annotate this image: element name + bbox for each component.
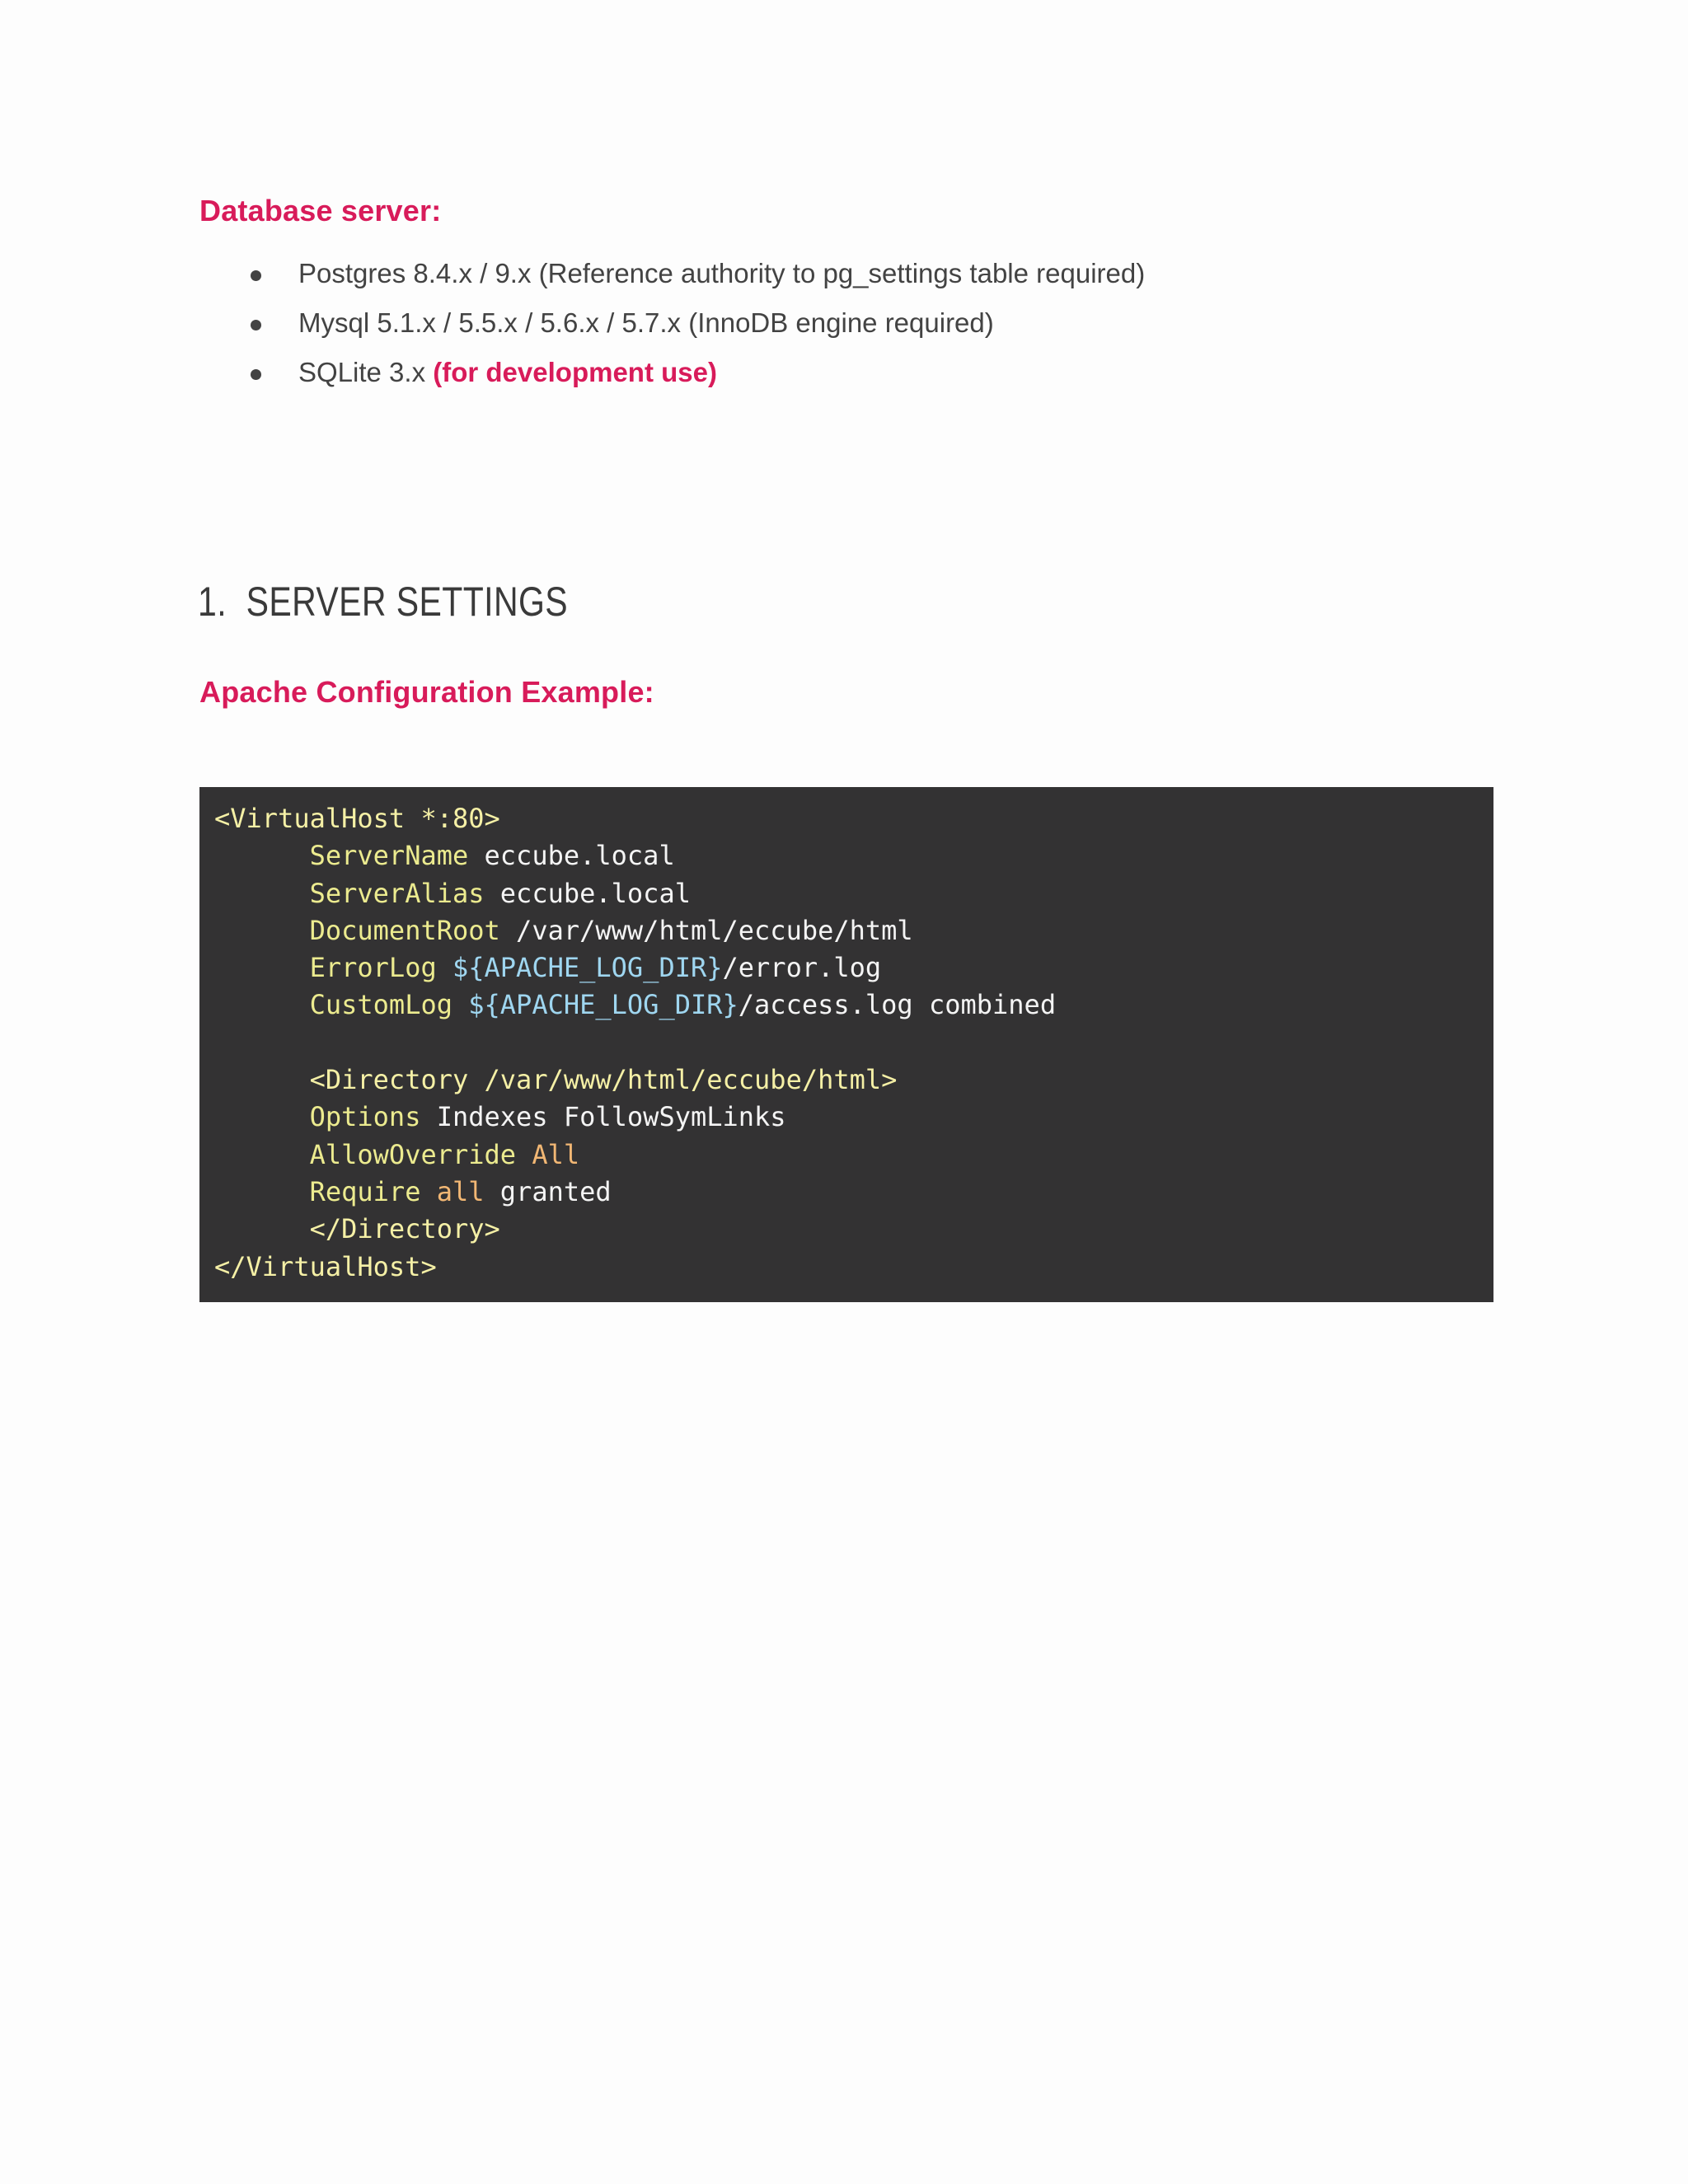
- code-token: [214, 1213, 310, 1244]
- code-token: <Directory /var/www/html/eccube/html>: [309, 1064, 898, 1096]
- code-token: [452, 989, 468, 1020]
- code-token: eccube.local: [484, 877, 691, 909]
- code-token: ${APACHE_LOG_DIR}: [468, 989, 738, 1021]
- code-token: Indexes FollowSymLinks: [420, 1101, 786, 1133]
- bullet-icon: [251, 369, 261, 380]
- database-server-list: [199, 255, 1436, 404]
- code-line: [214, 1249, 1493, 1286]
- list-item-label: Mysql 5.1.x / 5.5.x / 5.6.x / 5.7.x (InnoDB engine required): [298, 307, 994, 338]
- code-token: [214, 1101, 310, 1132]
- code-line: [214, 1099, 1493, 1136]
- code-token: [516, 1139, 532, 1170]
- code-token: ErrorLog: [309, 952, 437, 984]
- list-item: [199, 255, 1436, 305]
- code-line: [214, 1211, 1493, 1248]
- list-item-emphasis: (for development use): [433, 357, 717, 387]
- code-token: [214, 840, 310, 871]
- list-item: [199, 354, 1436, 404]
- code-token: /error.log: [722, 952, 882, 984]
- code-token: CustomLog: [309, 989, 452, 1021]
- server-settings-title: [198, 577, 568, 626]
- section-number: 1.: [198, 579, 227, 625]
- code-token: [214, 1064, 310, 1095]
- code-line: [214, 1062, 1493, 1099]
- code-token: [437, 952, 452, 983]
- code-line: [214, 800, 1493, 837]
- apache-config-heading: Apache Configuration Example:: [199, 675, 654, 709]
- code-token: [214, 915, 310, 946]
- code-token: </Directory>: [309, 1213, 500, 1245]
- apache-config-code-block: [199, 787, 1493, 1302]
- code-token: ServerName: [309, 840, 469, 872]
- code-line: [214, 987, 1493, 1024]
- code-token: All: [532, 1138, 580, 1170]
- code-token: ServerAlias: [309, 877, 485, 909]
- code-line: [214, 1024, 1493, 1062]
- code-line: [214, 912, 1493, 949]
- list-item-label: SQLite 3.x: [298, 357, 434, 387]
- code-token: DocumentRoot: [309, 914, 500, 946]
- code-token: [214, 989, 310, 1020]
- list-item-text: [298, 305, 994, 341]
- code-line: [214, 837, 1493, 874]
- list-item-text: [298, 354, 717, 391]
- code-token: /access.log combined: [738, 989, 1057, 1021]
- list-item-label: Postgres 8.4.x / 9.x (Reference authority to pg_settings table required): [298, 258, 1146, 288]
- code-token: [214, 952, 310, 983]
- code-token: [214, 878, 310, 909]
- code-token: AllowOverride: [309, 1138, 517, 1170]
- bullet-icon: [251, 320, 261, 330]
- code-token: eccube.local: [468, 840, 675, 872]
- code-token: granted: [484, 1175, 612, 1207]
- code-token: /var/www/html/eccube/html: [499, 914, 913, 946]
- code-token: <VirtualHost *:80>: [214, 803, 500, 834]
- bullet-icon: [251, 270, 261, 281]
- code-token: ${APACHE_LOG_DIR}: [452, 952, 723, 984]
- code-line: [214, 875, 1493, 912]
- database-server-heading: Database server:: [199, 194, 442, 227]
- list-item: [199, 305, 1436, 354]
- code-token: Options: [309, 1101, 421, 1133]
- code-token: all: [436, 1175, 485, 1207]
- code-line: [214, 949, 1493, 987]
- code-token: [214, 1176, 310, 1207]
- code-line: [214, 1137, 1493, 1174]
- list-item-text: [298, 255, 1145, 292]
- code-token: Require: [309, 1175, 421, 1207]
- code-line: [214, 1174, 1493, 1211]
- code-token: [214, 1139, 310, 1170]
- section-title-text: SERVER SETTINGS: [246, 579, 569, 625]
- code-token: [420, 1176, 436, 1207]
- code-token: </VirtualHost>: [214, 1250, 437, 1282]
